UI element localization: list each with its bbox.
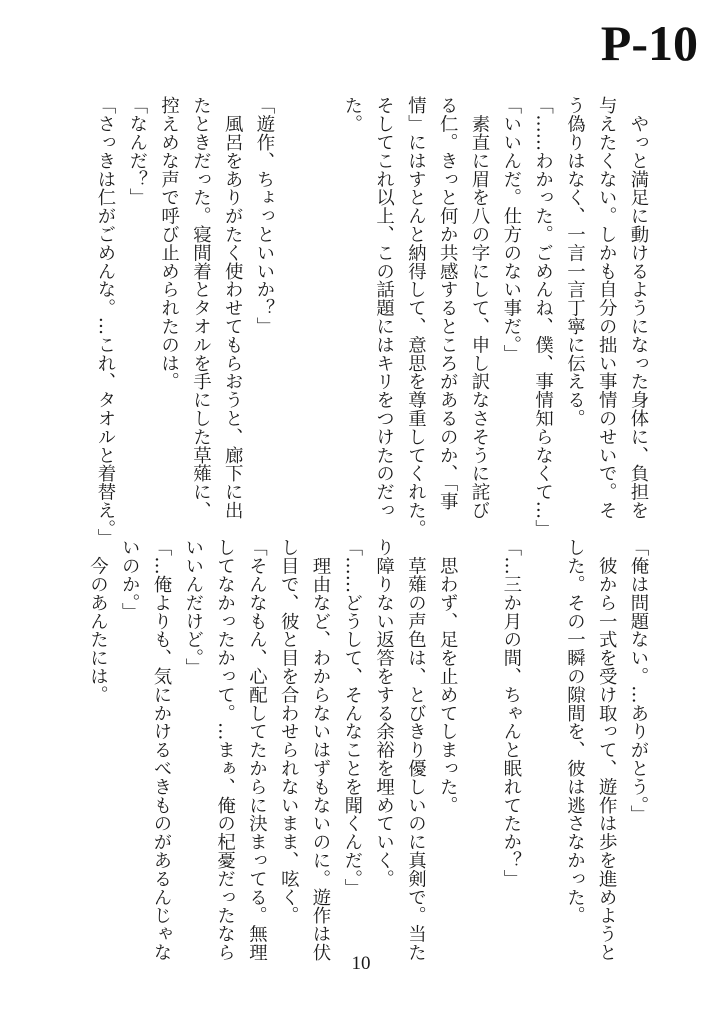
text-line: 「……どうして、そんなことを聞くんだ。」	[341, 538, 363, 897]
text-line: やっと満足に動けるようになった身体に、負担を	[628, 96, 649, 520]
text-line: る仁。きっと何か共感するところがあるのか、「事	[437, 96, 459, 510]
text-line: 思わず、足を止めてしまった。	[437, 538, 459, 814]
text-line: 風呂をありがたく使わせてもらおうと、廊下に出	[222, 96, 244, 520]
blank-line	[464, 538, 495, 958]
text-line: 彼から一式を受け取って、遊作は歩を進めようと	[596, 538, 618, 962]
text-line: り障りない返答をする余裕を埋めていく。	[373, 538, 395, 888]
text-line: そしてこれ以上、この話題にはキリをつけたのだっ	[373, 96, 395, 520]
text-line: 与えたくない。しかも自分の拙い事情のせいで。そ	[596, 96, 618, 520]
text-line: たときだった。寝間着とタオルを手にした草薙に、	[190, 96, 212, 520]
text-line: 「遊作、ちょっといいか？」	[254, 96, 275, 336]
text-line: いいんだけど。」	[182, 538, 204, 676]
text-line: 「……わかった。ごめんね、僕、事情知らなくて…」	[532, 96, 554, 538]
text-line: してなかったかって。…まぁ、俺の杞憂だったなら	[214, 538, 236, 962]
bottom-text-block	[0, 538, 722, 962]
text-line: した。その一瞬の隙間を、彼は逃さなかった。	[564, 538, 586, 925]
text-line: 「…俺よりも、気にかけるべきものがあるんじゃな	[151, 538, 172, 962]
text-line: 草薙の声色は、とびきり優しいのに真剣で。当た	[405, 538, 427, 962]
text-line: た。	[341, 96, 363, 133]
text-line: し目で、彼と目を合わせられないまま、呟く。	[278, 538, 300, 925]
text-line: 「なんだ？」	[126, 96, 148, 207]
page-number: 10	[351, 953, 371, 974]
text-line: 理由など、わからないはずもないのに。遊作は伏	[310, 538, 331, 962]
text-line: 「…三か月の間、ちゃんと眠れてたか？」	[500, 538, 522, 888]
text-line: 「そんなもん、心配してたからに決まってる。無理	[246, 538, 268, 962]
text-line: 「さっきは仁がごめんな。…これ、タオルと着替え。」	[95, 96, 116, 547]
blank-line	[305, 96, 336, 516]
text-line: 「いいんだ。仕方のない事だ。」	[500, 96, 522, 363]
page-label: P-10	[600, 15, 698, 71]
blank-line	[528, 538, 559, 958]
text-line: 情」にはすとんと納得して、意思を尊重してくれた。	[405, 96, 427, 538]
text-line: 今のあんたには。	[87, 538, 109, 704]
text-line: いのか。」	[119, 538, 141, 621]
text-line: う偽りはなく、一言一言丁寧に伝える。	[564, 96, 586, 428]
top-text-block	[0, 96, 722, 547]
text-line: 控えめな声で呼び止められたのは。	[158, 96, 180, 391]
text-line: 「俺は問題ない。…ありがとう。」	[628, 538, 649, 824]
text-line: 素直に眉を八の字にして、申し訳なさそうに詫び	[469, 96, 490, 520]
